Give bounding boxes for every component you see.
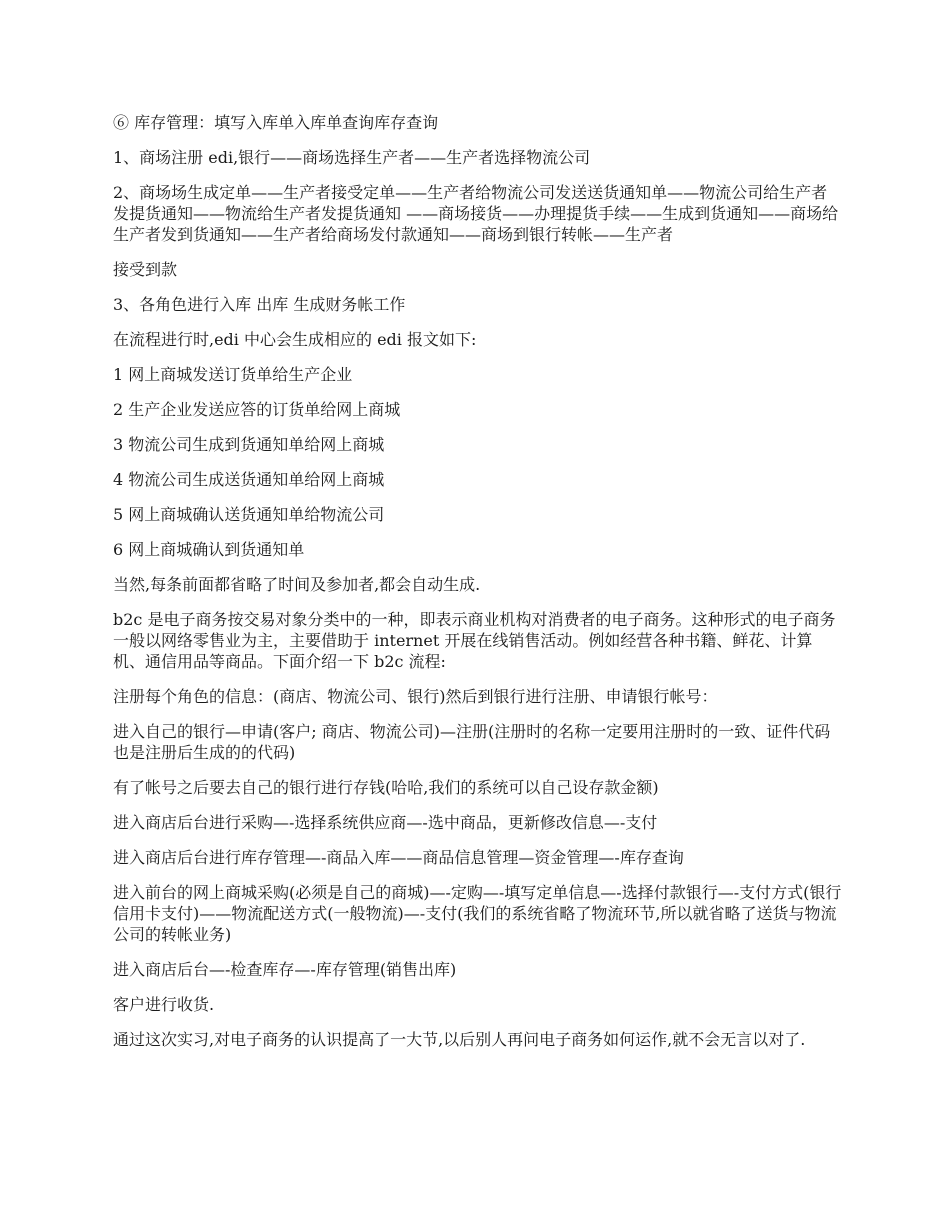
document-body [113,112,843,1064]
paragraph-b2c-inventory: 进入商店后台进行库存管理—-商品入库——商品信息管理—资金管理—-库存查询 [113,848,684,867]
paragraph-b2c-register: 注册每个角色的信息：(商店、物流公司、银行)然后到银行进行注册、申请银行帐号： [113,687,718,706]
paragraph-b2c-receive: 客户进行收货. [113,995,215,1014]
paragraph-b2c-bank: 进入自己的银行—申请(客户; 商店、物流公司)—注册(注册时的名称一定要用注册时的一致、证件代码也是注册后生成的的代码) [113,722,831,762]
paragraph-step-1: 1、商场注册 edi,银行——商场选择生产者——生产者选择物流公司 [113,148,591,167]
paragraph-conclusion: 通过这次实习,对电子商务的认识提高了一大节,以后别人再问电子商务如何运作,就不会无言以对了. [113,1030,806,1049]
paragraph-b2c-frontend: 进入前台的网上商城采购(必须是自己的商城)—-定购—-填写定单信息—-选择付款银行—-支付方式(银行信用卡支付)——物流配送方式(一般物流)—-支付(我们的系统省略了物流环节,所以就省略了送货与物流公司的转帐业务) [113,883,842,944]
paragraph-b2c-backend-check: 进入商店后台—-检查库存—-库存管理(销售出库) [113,960,457,979]
paragraph-b2c-purchase: 进入商店后台进行采购—-选择系统供应商—-选中商品，更新修改信息—-支付 [113,813,658,832]
paragraph-edi-item-3: 3 物流公司生成到货通知单给网上商城 [113,435,385,454]
paragraph-edi-note: 当然,每条前面都省略了时间及参加者,都会自动生成. [113,575,481,594]
paragraph-edi-intro: 在流程进行时,edi 中心会生成相应的 edi 报文如下: [113,330,477,349]
paragraph-b2c-intro: b2c 是电子商务按交易对象分类中的一种，即表示商业机构对消费者的电子商务。这种形式的电子商务一般以网络零售业为主，主要借助于 internet 开展在线销售活动。例如经营各种书籍、鲜花、计算机、通信用品等商品。下面介绍一下 b2c 流程: [113,610,836,671]
paragraph-step-3: 3、各角色进行入库 出库 生成财务帐工作 [113,295,406,314]
paragraph-edi-item-4: 4 物流公司生成送货通知单给网上商城 [113,470,385,489]
paragraph-edi-item-2: 2 生产企业发送应答的订货单给网上商城 [113,400,401,419]
paragraph-b2c-deposit: 有了帐号之后要去自己的银行进行存钱(哈哈,我们的系统可以自己设存款金额) [113,778,659,797]
paragraph-edi-item-1: 1 网上商城发送订货单给生产企业 [113,365,353,384]
paragraph-edi-item-5: 5 网上商城确认送货通知单给物流公司 [113,505,385,524]
paragraph-receive-payment: 接受到款 [113,260,178,279]
paragraph-step-2: 2、商场场生成定单——生产者接受定单——生产者给物流公司发送送货通知单——物流公司给生产者发提货通知——物流给生产者发提货通知 ——商场接货——办理提货手续——生成到货通知——商场给生产者发到货通知——生产者给商场发付款通知——商场到银行转帐——生产者 [113,183,839,244]
paragraph-edi-item-6: 6 网上商城确认到货通知单 [113,540,305,559]
paragraph-inventory-management: ⑥ 库存管理：填写入库单入库单查询库存查询 [113,113,439,132]
